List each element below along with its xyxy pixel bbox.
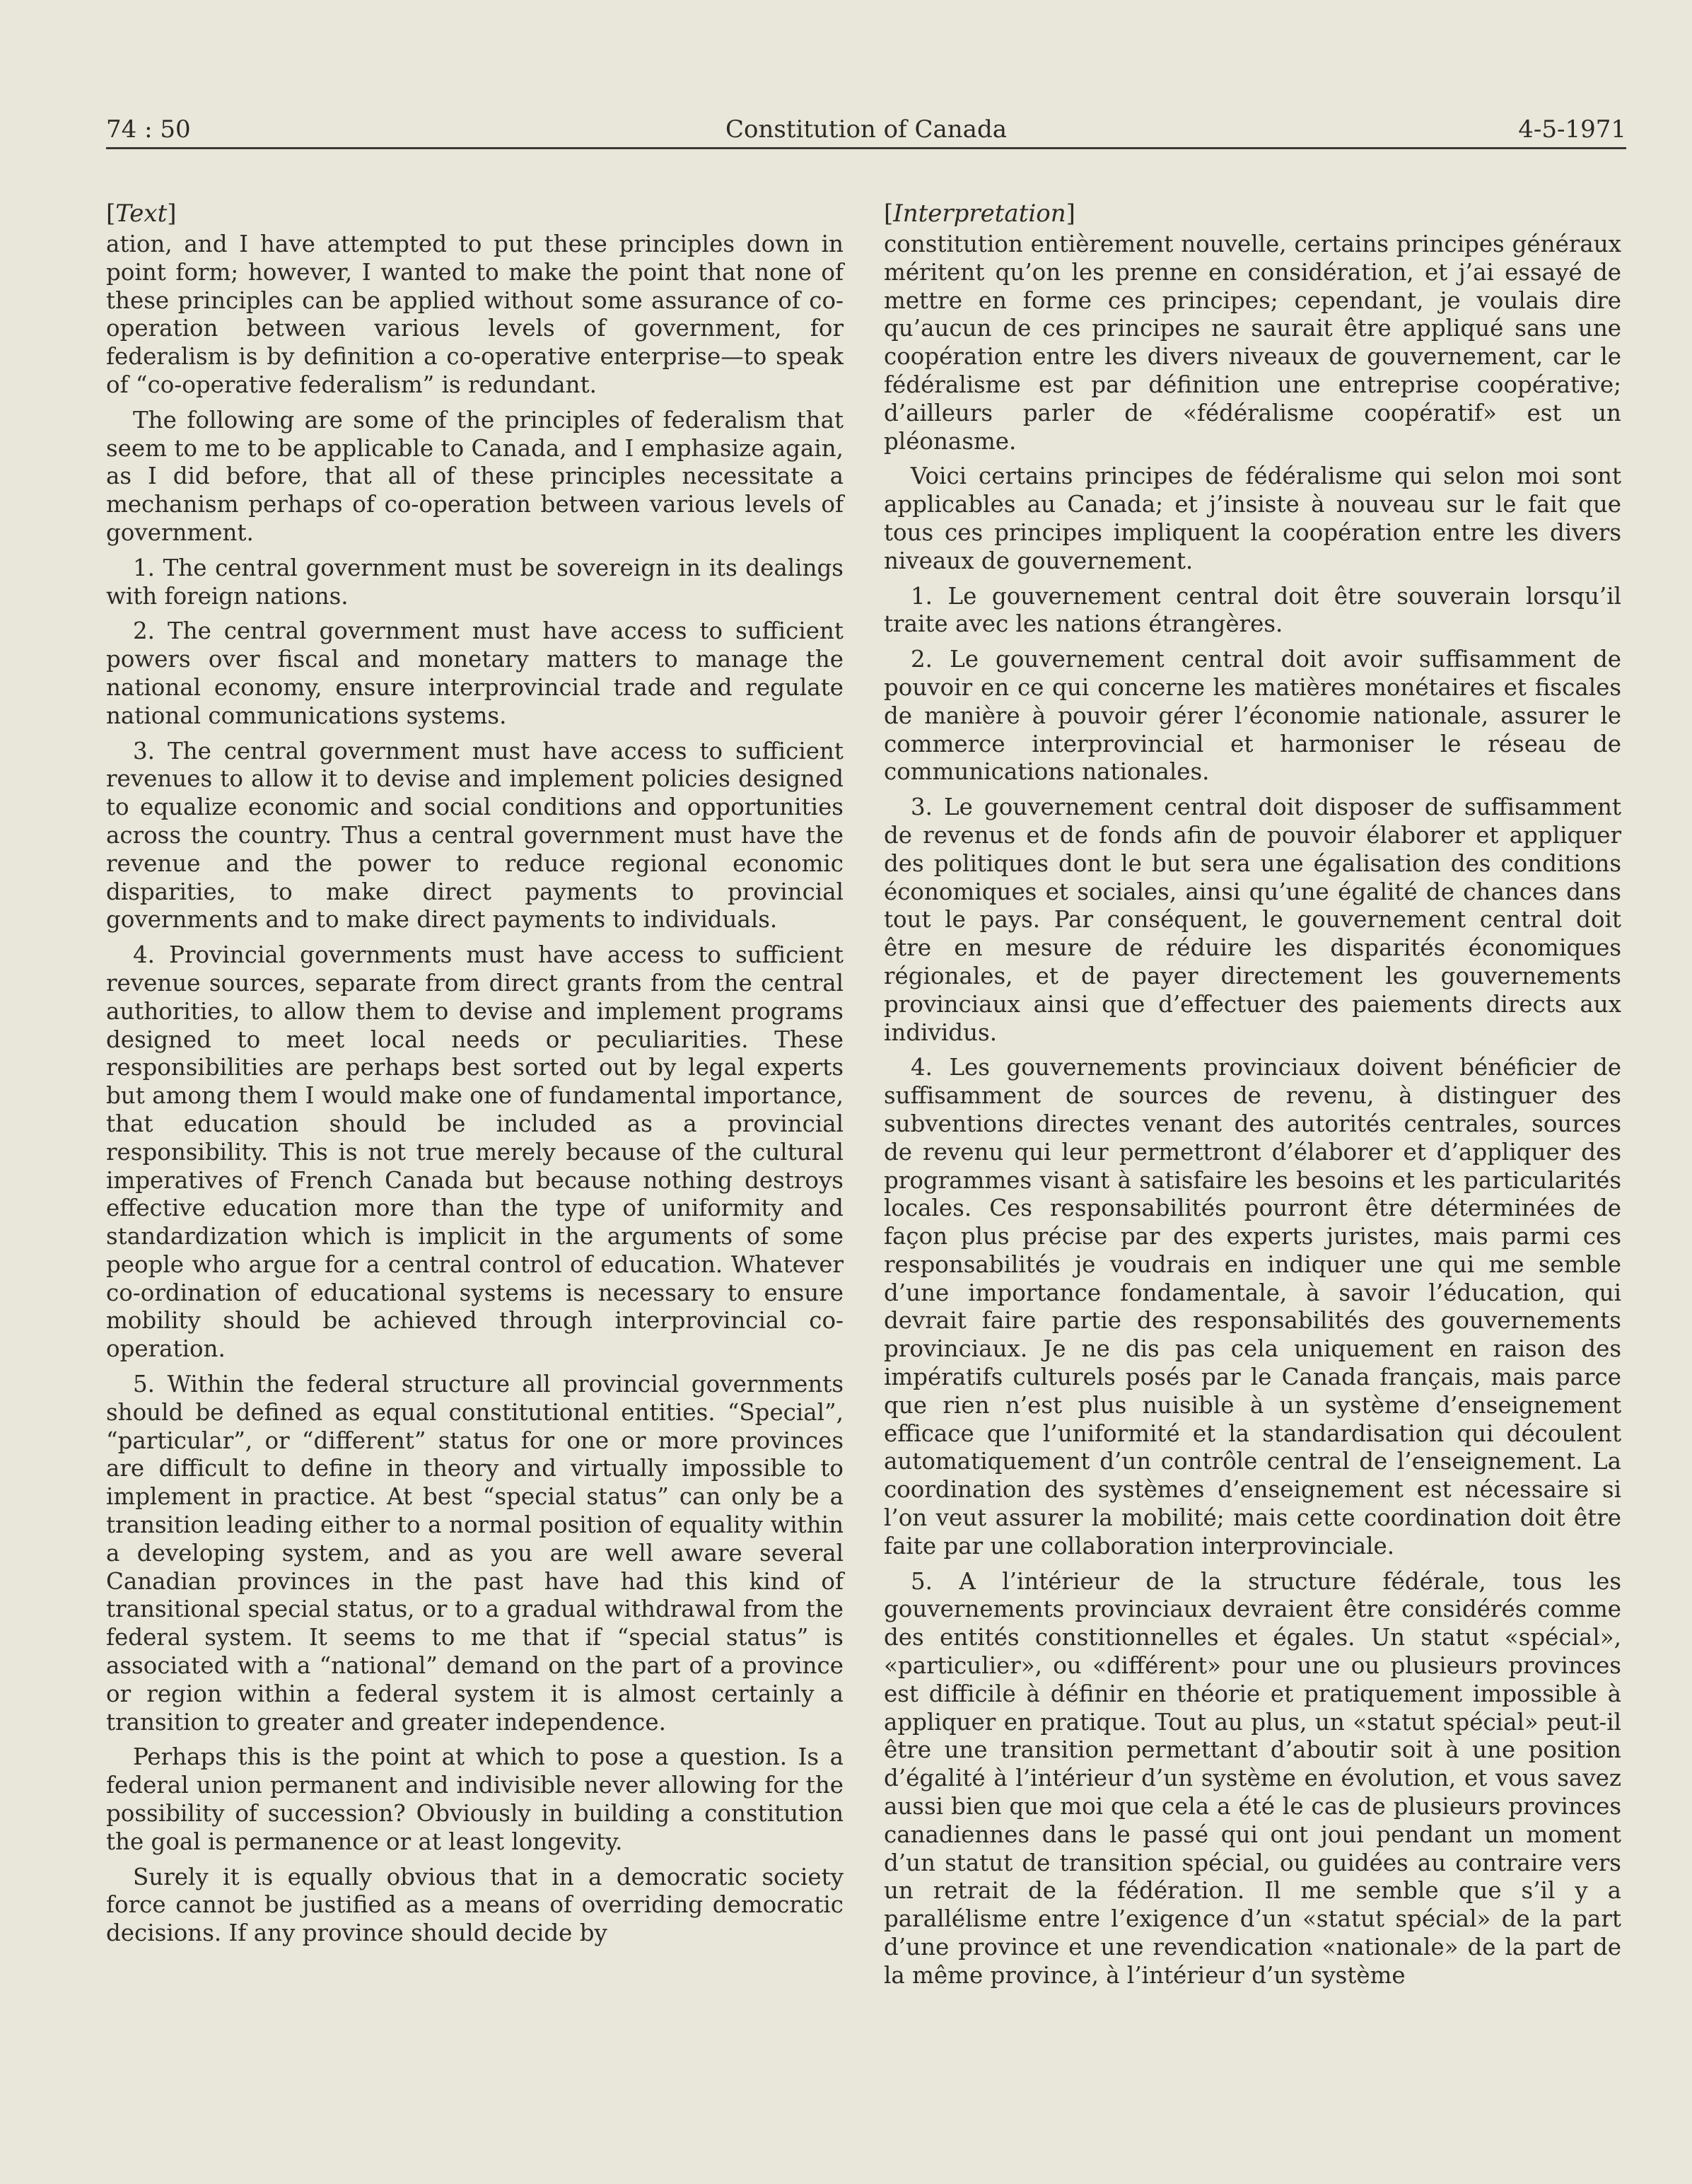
french-paragraph: Voici certains principes de fédéralisme qui selon moi sont applicables au Canada; et j’insiste à nouveau sur le fait que tous ces principes impliquent la coopération entre les divers niveaux de gouvernement. <box>884 463 1621 574</box>
english-paragraph: 1. The central government must be sovereign in its dealings with foreign nations. <box>106 554 844 610</box>
french-paragraph: 3. Le gouvernement central doit disposer de suffisamment de revenus et de fonds afin de pouvoir élaborer et appliquer des politiques dont le but sera une égalisation des conditions économiques et sociales, ainsi qu’une égalité de chances dans tout le pays. Par conséquent, le gouvernement central doit être en mesure de réduire les disparités économiques régionales, et de payer directement les gouvernements provinciaux ainsi que d’effectuer des paiements directs aux individus. <box>884 794 1621 1046</box>
french-paragraph: 4. Les gouvernements provinciaux doivent bénéficier de suffisamment de sources de revenu, à distinguer des subventions directes venant des autorités centrales, sources de revenu qui leur permettront d’élaborer et d’appliquer des programmes visant à satisfaire les besoins et les particularités locales. Ces responsabilités pourront être déterminées de façon plus précise par des experts juristes, mais parmi ces responsabilités je voudrais en indiquer une qui me semble d’une importance fondamentale, à savoir l’éducation, qui devrait faire partie des responsabilités des gouvernements provinciaux. Je ne dis pas cela uniquement en raison des impératifs culturels posés par le Canada français, mais parce que rien n’est plus nuisible à un système d’enseignement efficace que l’uniformité et la standardisation qui découlent automatiquement d’un contrôle central de l’enseignement. La coordination des systèmes d’enseignement est nécessaire si l’on veut assurer la mobilité; mais cette coordination doit être faite par une collaboration interprovinciale. <box>884 1054 1621 1559</box>
french-paragraph: 2. Le gouvernement central doit avoir suffisamment de pouvoir en ce qui concerne les matières monétaires et fiscales de manière à pouvoir gérer l’économie nationale, assurer le commerce interprovincial et harmoniser le réseau de communications nationales. <box>884 646 1621 786</box>
english-paragraph: 2. The central government must have access to sufficient powers over fiscal and monetary matters to manage the national economy, ensure interprovincial trade and regulate national communications systems. <box>106 617 844 729</box>
english-paragraph: 5. Within the federal structure all provincial governments should be defined as equal constitutional entities. “Special”, “particular”, or “different” status for one or more provinces are difficult to define in theory and virtually impossible to implement in practice. At best “special status” can only be a transition leading either to a normal position of equality within a developing system, and as you are well aware several Canadian provinces in the past have had this kind of transitional special status, or to a gradual withdrawal from the federal system. It seems to me that if “special status” is associated with a “national” demand on the part of a province or region within a federal system it is almost certainly a transition to greater and greater independence. <box>106 1371 844 1736</box>
document-title: Constitution of Canada <box>725 115 1007 144</box>
english-paragraph: The following are some of the principles of federalism that seem to me to be applicable to Canada, and I emphasize again, as I did before, that all of these principles necessitate a mechanism perhaps of co-operation between various levels of government. <box>106 406 844 546</box>
english-paragraph: ation, and I have attempted to put these principles down in point form; however, I wanted to make the point that none of these principles can be applied without some assurance of co-operation between various levels of government, for federalism is by definition a co-operative enterprise—to speak of “co-operative federalism” is redundant. <box>106 231 844 398</box>
document-date: 4-5-1971 <box>1518 115 1626 144</box>
english-paragraph: 3. The central government must have access to sufficient revenues to allow it to devise and implement policies designed to equalize economic and social conditions and opportunities across the country. Thus a central government must have the revenue and the power to reduce regional economic disparities, to make direct payments to provincial governments and to make direct payments to individuals. <box>106 737 844 934</box>
french-column-label: [Interpretation] <box>884 199 1075 228</box>
french-paragraph: 1. Le gouvernement central doit être souverain lorsqu’il traite avec les nations étrangères. <box>884 582 1621 638</box>
english-paragraph: 4. Provincial governments must have access to sufficient revenue sources, separate from direct grants from the central authorities, to allow them to devise and implement programs designed to meet local needs or peculiarities. These responsibilities are perhaps best sorted out by legal experts but among them I would make one of fundamental importance, that education should be included as a provincial responsibility. This is not true merely because of the cultural imperatives of French Canada but because nothing destroys effective education more than the type of uniformity and standardization which is implicit in the arguments of some people who argue for a central control of education. Whatever co-ordination of educational systems is necessary to ensure mobility should be achieved through interprovincial co-operation. <box>106 941 844 1363</box>
french-paragraph: constitution entièrement nouvelle, certains principes généraux méritent qu’on les prenne en considération, et j’ai essayé de mettre en forme ces principes; cependant, je voulais dire qu’aucun de ces principes ne saurait être appliqué sans une coopération entre les divers niveaux de gouvernement, car le fédéralisme est par définition une entreprise coopérative; d’ailleurs parler de «fédéralisme coopératif» est un pléonasme. <box>884 231 1621 455</box>
english-paragraph: Perhaps this is the point at which to pose a question. Is a federal union permanent and indivisible never allowing for the possibility of succession? Obviously in building a constitution the goal is permanence or at least longevity. <box>106 1743 844 1855</box>
english-paragraph: Surely it is equally obvious that in a democratic society force cannot be justified as a means of overriding democratic decisions. If any province should decide by <box>106 1863 844 1947</box>
english-text-column <box>106 199 844 1955</box>
page-reference: 74 : 50 <box>106 115 191 144</box>
french-interpretation-column <box>884 199 1621 1997</box>
english-column-label: [Text] <box>106 199 177 228</box>
page-header <box>106 112 1626 149</box>
french-paragraph: 5. A l’intérieur de la structure fédérale, tous les gouvernements provinciaux devraient être considérés comme des entités constitionnelles et égales. Un statut «spécial», «particulier», ou «différent» pour une ou plusieurs provinces est difficile à définir en théorie et pratiquement impossible à appliquer en pratique. Tout au plus, un «statut spécial» peut-il être une transition permettant d’aboutir soit à une position d’égalité à l’intérieur d’un système en évolution, et vous savez aussi bien que moi que cela a été le cas de plusieurs provinces canadiennes dans le passé qui ont joui pendant un moment d’un statut de transition spécial, ou guidées au contraire vers un retrait de la fédération. Il me semble que s’il y a parallélisme entre l’exigence d’un «statut spécial» de la part d’une province et une revendication «nationale» de la part de la même province, à l’intérieur d’un système <box>884 1567 1621 1989</box>
